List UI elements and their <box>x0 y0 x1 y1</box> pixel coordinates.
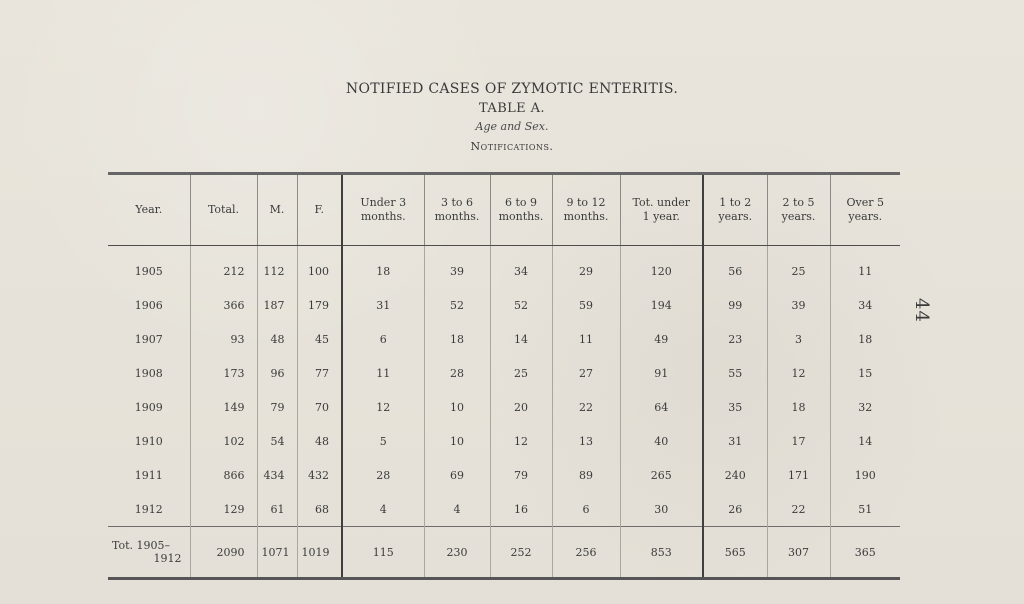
female-cell: 432 <box>297 458 342 492</box>
over-5-years-cell: 51 <box>830 492 900 527</box>
3-to-6-months-cell: 10 <box>424 424 490 458</box>
1-to-2-years-cell: 26 <box>703 492 767 527</box>
grand-6-to-9-months-cell: 252 <box>490 527 552 579</box>
6-to-9-months-cell: 16 <box>490 492 552 527</box>
table-row <box>108 288 900 322</box>
year-cell: 1910 <box>134 434 163 448</box>
notifications-table <box>108 172 900 580</box>
table-label: TABLE A. <box>479 101 545 116</box>
grand-female-cell: 1019 <box>297 527 342 579</box>
total-under-1-year-cell: 120 <box>620 246 703 289</box>
under-3-months-cell: 28 <box>342 458 424 492</box>
under-3-months-cell: 4 <box>342 492 424 527</box>
male-cell: 434 <box>257 458 297 492</box>
header-under-3-months: Under 3 months. <box>342 174 424 246</box>
over-5-years-cell: 18 <box>830 322 900 356</box>
1-to-2-years-cell: 23 <box>703 322 767 356</box>
2-to-5-years-cell: 3 <box>767 322 830 356</box>
year-cell: 1908 <box>134 366 163 380</box>
grand-3-to-6-months-cell: 230 <box>424 527 490 579</box>
6-to-9-months-cell: 79 <box>490 458 552 492</box>
notifications-table-wrapper <box>108 172 900 565</box>
table-row <box>108 246 900 289</box>
header-6-to-9-months: 6 to 9 months. <box>490 174 552 246</box>
male-cell: 48 <box>257 322 297 356</box>
header-2-to-5-years: 2 to 5 years. <box>767 174 830 246</box>
9-to-12-months-cell: 22 <box>552 390 620 424</box>
total-cell: 102 <box>190 424 257 458</box>
header-over-5-years: Over 5 years. <box>830 174 900 246</box>
under-3-months-cell: 18 <box>342 246 424 289</box>
grand-9-to-12-months-cell: 256 <box>552 527 620 579</box>
year-cell: 1909 <box>134 400 163 414</box>
3-to-6-months-cell: 10 <box>424 390 490 424</box>
grand-under-3-months-cell: 115 <box>342 527 424 579</box>
grand-1-to-2-years-cell: 565 <box>703 527 767 579</box>
9-to-12-months-cell: 89 <box>552 458 620 492</box>
total-under-1-year-cell: 265 <box>620 458 703 492</box>
under-3-months-cell: 31 <box>342 288 424 322</box>
3-to-6-months-cell: 52 <box>424 288 490 322</box>
6-to-9-months-cell: 25 <box>490 356 552 390</box>
grand-over-5-years-cell: 365 <box>830 527 900 579</box>
9-to-12-months-cell: 6 <box>552 492 620 527</box>
page-number: 44 <box>911 298 933 323</box>
header-row <box>108 174 900 246</box>
table-row <box>108 356 900 390</box>
1-to-2-years-cell: 56 <box>703 246 767 289</box>
total-cell: 129 <box>190 492 257 527</box>
female-cell: 45 <box>297 322 342 356</box>
year-cell: 1911 <box>134 468 163 482</box>
total-cell: 93 <box>190 322 257 356</box>
3-to-6-months-cell: 18 <box>424 322 490 356</box>
3-to-6-months-cell: 39 <box>424 246 490 289</box>
6-to-9-months-cell: 20 <box>490 390 552 424</box>
under-3-months-cell: 5 <box>342 424 424 458</box>
over-5-years-cell: 34 <box>830 288 900 322</box>
over-5-years-cell: 190 <box>830 458 900 492</box>
total-under-1-year-cell: 40 <box>620 424 703 458</box>
1-to-2-years-cell: 35 <box>703 390 767 424</box>
6-to-9-months-cell: 12 <box>490 424 552 458</box>
female-cell: 77 <box>297 356 342 390</box>
over-5-years-cell: 32 <box>830 390 900 424</box>
table-header <box>108 174 900 246</box>
header-3-to-6-months: 3 to 6 months. <box>424 174 490 246</box>
over-5-years-cell: 15 <box>830 356 900 390</box>
female-cell: 48 <box>297 424 342 458</box>
female-cell: 179 <box>297 288 342 322</box>
1-to-2-years-cell: 55 <box>703 356 767 390</box>
6-to-9-months-cell: 52 <box>490 288 552 322</box>
grand-2-to-5-years-cell: 307 <box>767 527 830 579</box>
2-to-5-years-cell: 39 <box>767 288 830 322</box>
9-to-12-months-cell: 13 <box>552 424 620 458</box>
year-cell: 1907 <box>134 332 163 346</box>
under-3-months-cell: 12 <box>342 390 424 424</box>
9-to-12-months-cell: 11 <box>552 322 620 356</box>
total-under-1-year-cell: 30 <box>620 492 703 527</box>
9-to-12-months-cell: 27 <box>552 356 620 390</box>
total-under-1-year-cell: 194 <box>620 288 703 322</box>
male-cell: 54 <box>257 424 297 458</box>
female-cell: 68 <box>297 492 342 527</box>
document-title: NOTIFIED CASES OF ZYMOTIC ENTERITIS. <box>345 81 679 97</box>
male-cell: 96 <box>257 356 297 390</box>
over-5-years-cell: 14 <box>830 424 900 458</box>
table-row <box>108 424 900 458</box>
under-3-months-cell: 6 <box>342 322 424 356</box>
total-cell: 366 <box>190 288 257 322</box>
total-cell: 149 <box>190 390 257 424</box>
header-female: F. <box>297 174 342 246</box>
female-cell: 100 <box>297 246 342 289</box>
male-cell: 187 <box>257 288 297 322</box>
header-1-to-2-years: 1 to 2 years. <box>703 174 767 246</box>
table-row <box>108 458 900 492</box>
header-male: M. <box>257 174 297 246</box>
female-cell: 70 <box>297 390 342 424</box>
total-cell: 173 <box>190 356 257 390</box>
1-to-2-years-cell: 99 <box>703 288 767 322</box>
under-3-months-cell: 11 <box>342 356 424 390</box>
9-to-12-months-cell: 29 <box>552 246 620 289</box>
total-under-1-year-cell: 91 <box>620 356 703 390</box>
table-body <box>108 246 900 579</box>
9-to-12-months-cell: 59 <box>552 288 620 322</box>
header-year: Year. <box>108 174 190 246</box>
grand-male-cell: 1071 <box>257 527 297 579</box>
section-title: Notifications. <box>470 140 554 153</box>
2-to-5-years-cell: 17 <box>767 424 830 458</box>
6-to-9-months-cell: 14 <box>490 322 552 356</box>
table-row <box>108 492 900 527</box>
3-to-6-months-cell: 4 <box>424 492 490 527</box>
total-row <box>108 527 900 579</box>
2-to-5-years-cell: 25 <box>767 246 830 289</box>
year-cell: 1905 <box>134 264 163 278</box>
total-under-1-year-cell: 49 <box>620 322 703 356</box>
2-to-5-years-cell: 171 <box>767 458 830 492</box>
6-to-9-months-cell: 34 <box>490 246 552 289</box>
table-row <box>108 322 900 356</box>
total-under-1-year-cell: 64 <box>620 390 703 424</box>
male-cell: 61 <box>257 492 297 527</box>
total-year-range-cell: Tot. 1905– 1912 <box>108 527 190 579</box>
2-to-5-years-cell: 12 <box>767 356 830 390</box>
header-total: Total. <box>190 174 257 246</box>
year-cell: 1912 <box>134 502 163 516</box>
3-to-6-months-cell: 28 <box>424 356 490 390</box>
2-to-5-years-cell: 22 <box>767 492 830 527</box>
total-cell: 866 <box>190 458 257 492</box>
over-5-years-cell: 11 <box>830 246 900 289</box>
header-total-under-1-year: Tot. under 1 year. <box>620 174 703 246</box>
grand-total-under-1-year-cell: 853 <box>620 527 703 579</box>
male-cell: 112 <box>257 246 297 289</box>
table-subtitle: Age and Sex. <box>475 120 549 133</box>
table-row <box>108 390 900 424</box>
1-to-2-years-cell: 240 <box>703 458 767 492</box>
male-cell: 79 <box>257 390 297 424</box>
header-9-to-12-months: 9 to 12 months. <box>552 174 620 246</box>
1-to-2-years-cell: 31 <box>703 424 767 458</box>
total-cell: 212 <box>190 246 257 289</box>
3-to-6-months-cell: 69 <box>424 458 490 492</box>
2-to-5-years-cell: 18 <box>767 390 830 424</box>
grand-total-cell: 2090 <box>190 527 257 579</box>
year-cell: 1906 <box>134 298 163 312</box>
